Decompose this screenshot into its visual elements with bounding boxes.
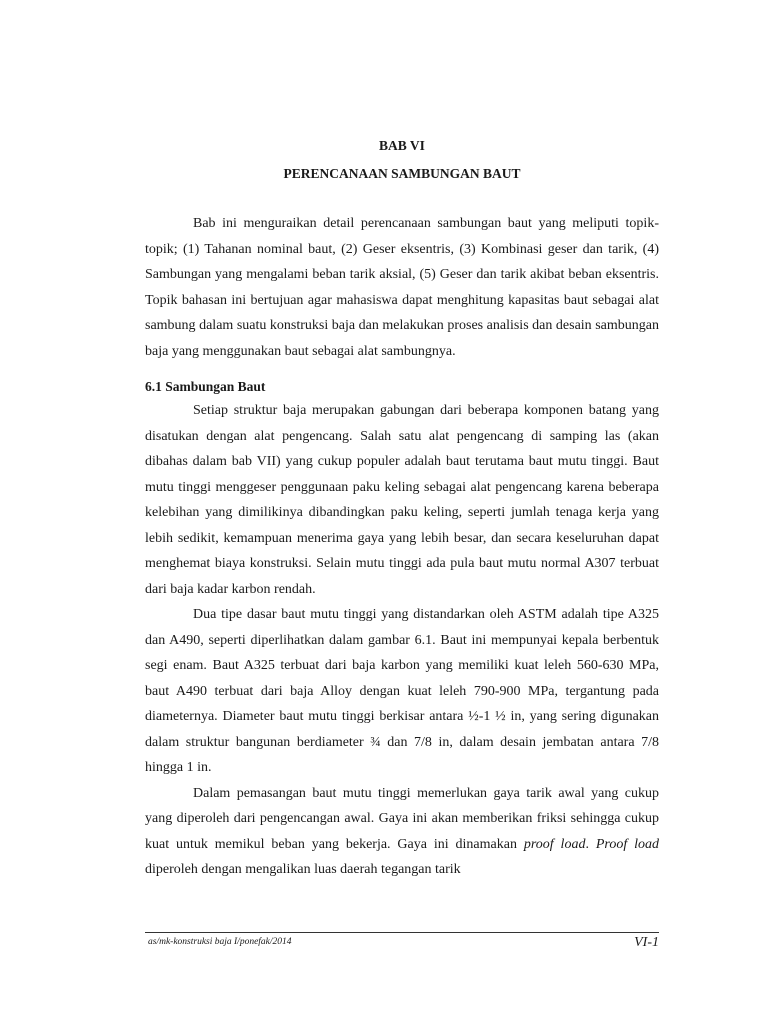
section-heading: 6.1 Sambungan Baut: [145, 379, 266, 394]
proof-load-term-2: Proof load: [595, 836, 659, 852]
intro-paragraph: Bab ini menguraikan detail perencanaan sambungan baut yang meliputi topik-topik; (1) Tahanan nominal baut, (2) Geser eksentris, (3) Kombinasi geser dan tarik, (4) Sambungan yang mengalami beban tarik aksial, (5) Geser dan tarik akibat beban eksentris. Topik bahasan ini bertujuan agar mahasiswa dapat menghitung kapasitas baut sebagai alat sambung dalam suatu konstruksi baja dan melakukan proses analisis dan desain sambungan baja yang menggunakan baut sebagai alat sambungnya.: [145, 216, 659, 359]
footer-divider: [145, 932, 659, 933]
proof-load-term: proof load: [523, 836, 586, 852]
section-paragraph-1: Setiap struktur baja merupakan gabungan dari beberapa komponen batang yang disatukan dengan alat pengencang. Salah satu alat pengencang di samping las (akan dibahas dalam bab VII) yang cukup populer adalah baut terutama baut mutu tinggi. Baut mutu tinggi menggeser penggunaan paku keling sebagai alat pengencang karena beberapa kelebihan yang dimilikinya dibandingkan paku keling, seperti jumlah tenaga kerja yang lebih sedikit, kemampuan menerima gaya yang lebih besar, dan secara keseluruhan dapat menghemat biaya konstruksi. Selain mutu tinggi ada pula baut mutu normal A307 terbuat dari baja kadar karbon rendah.: [145, 403, 659, 597]
chapter-number: BAB VI: [379, 138, 425, 153]
paragraph-3-text-start: Dalam pemasangan baut mutu tinggi memerlukan gaya tarik awal yang cukup yang diperoleh dari pengencangan awal. Gaya ini akan memberikan friksi sehingga cukup kuat untuk memikul beban yang bekerja. Gaya ini dinamakan: [145, 785, 659, 852]
paragraph-3-text-end: diperoleh dengan mengalikan luas daerah tegangan tarik: [145, 862, 461, 877]
chapter-title: PERENCANAAN SAMBUNGAN BAUT: [283, 166, 521, 181]
paragraph-3-text-mid: .: [585, 836, 596, 852]
page-content: [145, 136, 659, 883]
section-paragraph-3: [145, 781, 659, 883]
section-paragraph-2: Dua tipe dasar baut mutu tinggi yang distandarkan oleh ASTM adalah tipe A325 dan A490, seperti diperlihatkan dalam gambar 6.1. Baut ini mempunyai kepala berbentuk segi enam. Baut A325 terbuat dari baja karbon yang memiliki kuat leleh 560-630 MPa, baut A490 terbuat dari baja Alloy dengan kuat leleh 790-900 MPa, tergantung pada diameternya. Diameter baut mutu tinggi berkisar antara ½-1 ½ in, yang sering digunakan dalam struktur bangunan berdiameter ¾ dan 7/8 in, dalam desain jembatan antara 7/8 hingga 1 in.: [145, 607, 659, 775]
page-number: VI-1: [634, 935, 659, 950]
footer-source: as/mk-konstruksi baja I/ponefak/2014: [148, 937, 292, 947]
